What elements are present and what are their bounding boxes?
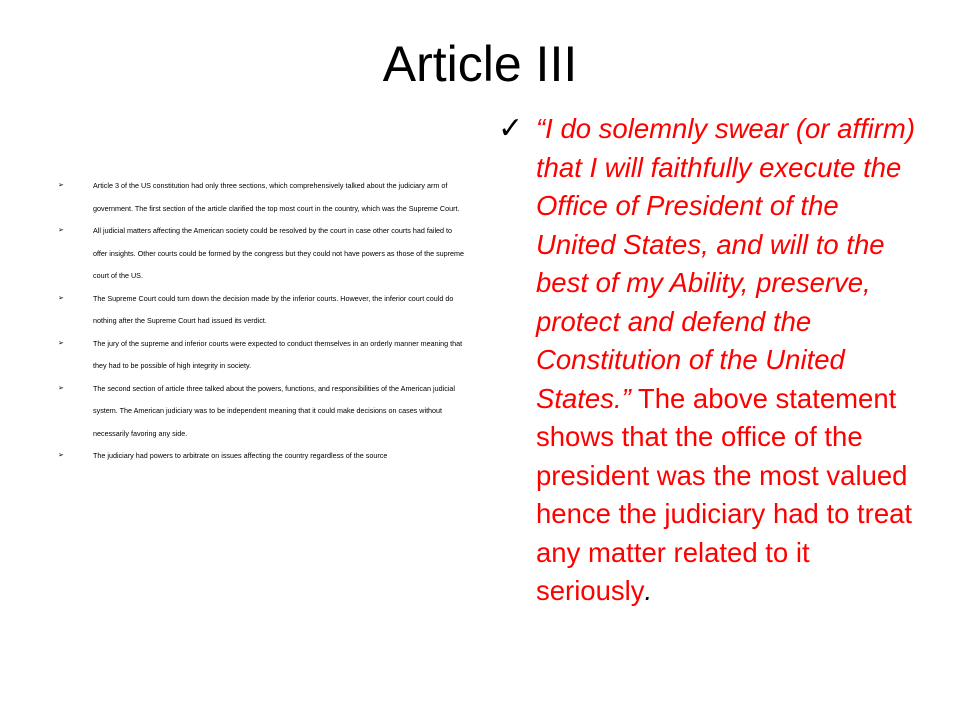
left-bullet-text: Article 3 of the US constitution had only three sections, which comprehensively talked about the judiciary arm of government. The first section of the article clarified the top most court in the country, which was the Supreme Court.: [93, 181, 460, 213]
oath-quote: “I do solemnly swear (or affirm) that I will faithfully execute the Office of President of the United States, and will to the best of my Ability, preserve, protect and defend the Constitution of the United States.”: [536, 113, 915, 414]
left-bullet-item: [58, 378, 468, 446]
left-bullet-item: [58, 175, 468, 220]
left-bullet-item: [58, 220, 468, 288]
arrow-bullet-icon: ➢: [58, 339, 64, 347]
arrow-bullet-icon: ➢: [58, 452, 64, 459]
right-paragraph: [536, 110, 918, 611]
arrow-bullet-icon: ➢: [58, 227, 64, 234]
left-bullet-text: The Supreme Court could turn down the decision made by the inferior courts. However, the inferior court could do nothing after the Supreme Court had issued its verdict.: [93, 293, 454, 325]
checkmark-icon: ✓: [498, 111, 524, 146]
left-bullet-text: The second section of article three talked about the powers, functions, and responsibilities of the American judicial system. The American judiciary was to be independent meaning that it could make decisions on cases without necessarily favoring any side.: [93, 383, 455, 438]
left-bullet-item: [58, 333, 468, 378]
arrow-bullet-icon: ➢: [58, 384, 64, 392]
left-bullet-text: The jury of the supreme and inferior courts were expected to conduct themselves in an orderly manner meaning that they had to be possible of high integrity in society.: [93, 338, 463, 370]
left-bullet-list: [58, 175, 468, 468]
left-bullet-text: The judiciary had powers to arbitrate on issues affecting the country regardless of the source: [93, 451, 388, 460]
oath-commentary: The above statement shows that the office of the president was the most valued hence the judiciary had to treat any matter related to it seriously: [536, 382, 913, 606]
right-checklist-item: [498, 110, 918, 611]
closing-period: .: [644, 575, 653, 606]
left-bullet-item: [58, 288, 468, 333]
arrow-bullet-icon: ➢: [58, 182, 64, 189]
slide-title: Article III: [382, 36, 578, 92]
left-bullet-item: [58, 445, 468, 468]
left-bullet-text: All judicial matters affecting the American society could be resolved by the court in case other courts had failed to offer insights. Other courts could be formed by the congress but they could not have powers as those of the supreme court of the US.: [93, 226, 465, 280]
arrow-bullet-icon: ➢: [58, 294, 64, 302]
